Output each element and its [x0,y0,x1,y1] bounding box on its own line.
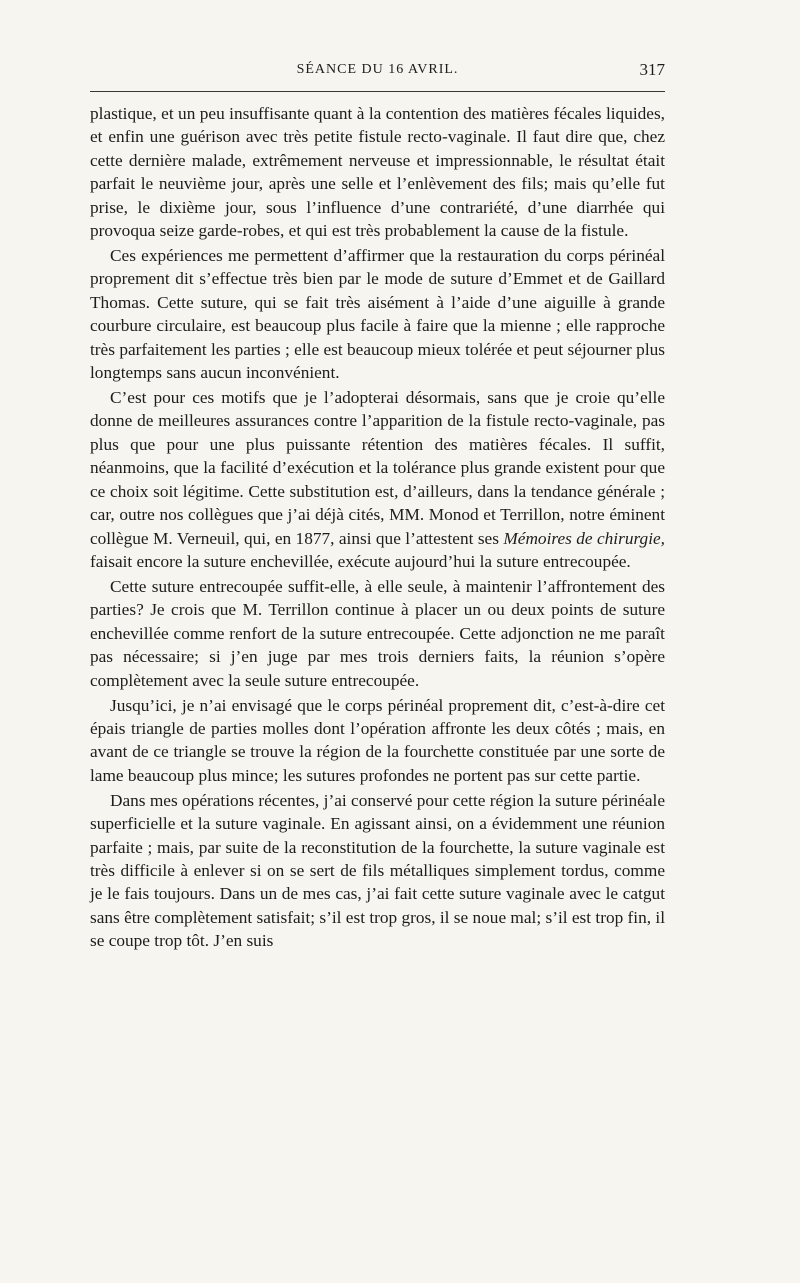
paragraph-3 [90,386,665,573]
page-number: 317 [639,60,665,79]
paragraph-5: Jusqu’ici, je n’ai envisagé que le corps périnéal proprement dit, c’est-à-dire cet épais triangle de parties molles dont l’opération affronte les deux côtés ; mais, en avant de ce triangle se trouve la région de la fourchette constituée par une sorte de lame beaucoup plus mince; les sutures profondes ne portent pas sur cette partie. [90,695,665,785]
paragraph-6: Dans mes opérations récentes, j’ai conservé pour cette région la suture périnéale superficielle et la suture vaginale. En agissant ainsi, on a évidemment une réunion parfaite ; mais, par suite de la reconstitution de la fourchette, la suture vaginale est très difficile à enlever si on se sert de fils métalliques simplement tordus, comme je le fais toujours. Dans un de mes cas, j’ai fait cette suture vaginale avec le catgut sans être complètement satisfait; s’il est trop gros, il se noue mal; s’il est trop fin, il se coupe trop tôt. J’en suis [90,790,665,951]
paragraph-4: Cette suture entrecoupée suffit-elle, à elle seule, à maintenir l’affrontement des parties? Je crois que M. Terrillon continue à placer un ou deux points de suture enchevillée comme renfort de la suture entrecoupée. Cette adjonction ne me paraît pas nécessaire; si j’en juge par mes trois derniers faits, la réunion s’opère complètement avec la seule suture entrecoupée. [90,576,665,690]
book-title-italic: Mémoires de chirurgie, [503,528,665,548]
paragraph-2: Ces expériences me permettent d’affirmer que la restauration du corps périnéal proprement dit s’effectue très bien par le mode de suture d’Emmet et de Gaillard Thomas. Cette suture, qui se fait très aisément à l’aide d’une aiguille à grande courbure circulaire, est beaucoup plus facile à faire que la mienne ; elle rapproche très parfaitement les parties ; elle est beaucoup mieux tolérée et peut séjourner plus longtemps sans aucun inconvénient. [90,246,665,383]
running-head: SÉANCE DU 16 AVRIL. [296,62,459,77]
paragraph-3-text: C’est pour ces motifs que je l’adopterai désormais, sans que je croie qu’elle donne de meilleures assurances contre l’apparition de la fistule recto-vaginale, pas plus que pour une plus puissante rétention des matières fécales. Il suffit, néanmoins, que la facilité d’exécution et la tolérance plus grande existent pour que ce choix soit légitime. Cette substitution est, d’ailleurs, dans la tendance générale ; car, outre nos collègues que j’ai déjà cités, MM. Monod et Terrillon, notre éminent collègue M. Verneuil, qui, en 1877, ainsi que l’attestent ses [90,388,665,548]
page-header [90,58,665,84]
header-rule [90,91,665,92]
body-text [90,102,665,953]
paragraph-3-text-after: faisait encore la suture enchevillée, exécute aujourd’hui la suture entrecoupée. [90,551,631,571]
paragraph-1: plastique, et un peu insuffisante quant à la contention des matières fécales liquides, et enfin une guérison avec très petite fistule recto-vaginale. Il faut dire que, chez cette dernière malade, extrêmement nerveuse et impressionnable, le résultat était parfait le neuvième jour, après une selle et l’enlèvement des fils; mais qu’elle fut prise, le dixième jour, sous l’influence d’une contrariété, d’une diarrhée qui provoqua seize garde-robes, et qui est très probablement la cause de la fistule. [90,104,665,241]
